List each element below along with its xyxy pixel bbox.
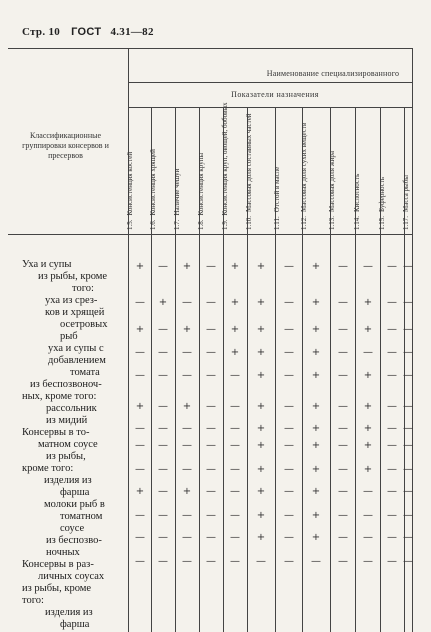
- dash-mark: —: [182, 440, 192, 451]
- dash-mark: —: [284, 464, 294, 475]
- dash-mark: —: [403, 347, 413, 358]
- row-label: из беспозво-: [46, 535, 102, 546]
- dash-mark: —: [387, 486, 397, 497]
- dash-mark: —: [158, 464, 168, 475]
- row-label: томата: [70, 367, 100, 378]
- dash-mark: —: [135, 510, 145, 521]
- row-label: изделия из: [45, 607, 93, 618]
- dash-mark: —: [230, 464, 240, 475]
- plus-mark: +: [311, 370, 321, 381]
- plus-mark: +: [230, 324, 240, 335]
- column-number: 1.6.: [149, 219, 157, 230]
- row-label: изделия из: [44, 475, 92, 486]
- plus-mark: +: [256, 532, 266, 543]
- column-number: 1.10.: [245, 216, 253, 230]
- row-label: осетровых: [60, 319, 108, 330]
- plus-mark: +: [311, 532, 321, 543]
- row-label: Уха и супы: [22, 259, 72, 270]
- plus-mark: +: [256, 423, 266, 434]
- plus-mark: +: [256, 401, 266, 412]
- dash-mark: —: [403, 423, 413, 434]
- row-label: ных, кроме того:: [22, 391, 97, 402]
- dash-mark: —: [230, 510, 240, 521]
- dash-mark: —: [338, 556, 348, 567]
- dash-mark: —: [403, 510, 413, 521]
- plus-mark: +: [363, 423, 373, 434]
- plus-mark: +: [256, 440, 266, 451]
- dash-mark: —: [182, 297, 192, 308]
- dash-mark: —: [284, 297, 294, 308]
- dash-mark: —: [387, 261, 397, 272]
- dash-mark: —: [338, 347, 348, 358]
- dash-mark: —: [256, 556, 266, 567]
- row-label: Консервы в то-: [22, 427, 90, 438]
- row-label: уха и супы с: [48, 343, 104, 354]
- row-label-divider: [128, 48, 129, 632]
- dash-mark: —: [387, 347, 397, 358]
- plus-mark: +: [256, 297, 266, 308]
- column-divider: [412, 48, 413, 632]
- dash-mark: —: [158, 440, 168, 451]
- dash-mark: —: [135, 297, 145, 308]
- dash-mark: —: [338, 440, 348, 451]
- column-label: Консистенция хрящей: [149, 149, 157, 216]
- column-number: 1.5.: [126, 219, 134, 230]
- dash-mark: —: [230, 401, 240, 412]
- plus-mark: +: [135, 486, 145, 497]
- plus-mark: +: [182, 401, 192, 412]
- page-header: [22, 26, 409, 38]
- dash-mark: —: [284, 423, 294, 434]
- plus-mark: +: [363, 440, 373, 451]
- dash-mark: —: [206, 324, 216, 335]
- row-label: из беспозвоноч-: [30, 379, 102, 390]
- dash-mark: —: [182, 347, 192, 358]
- row-label: Консервы в раз-: [22, 559, 94, 570]
- plus-mark: +: [230, 347, 240, 358]
- dash-mark: —: [363, 486, 373, 497]
- plus-mark: +: [182, 486, 192, 497]
- dash-mark: —: [363, 532, 373, 543]
- row-label: из рыбы,: [46, 451, 86, 462]
- dash-mark: —: [338, 510, 348, 521]
- dash-mark: —: [284, 324, 294, 335]
- dash-mark: —: [158, 401, 168, 412]
- row-label: ночных: [46, 547, 80, 558]
- dash-mark: —: [387, 510, 397, 521]
- dash-mark: —: [206, 556, 216, 567]
- plus-mark: +: [311, 347, 321, 358]
- dash-mark: —: [338, 261, 348, 272]
- dash-mark: —: [206, 297, 216, 308]
- column-label: Массовая доля жира: [328, 151, 336, 212]
- plus-mark: +: [230, 297, 240, 308]
- dash-mark: —: [135, 440, 145, 451]
- dash-mark: —: [284, 440, 294, 451]
- dash-mark: —: [182, 370, 192, 381]
- column-label: Консистенция костей: [126, 151, 134, 216]
- plus-mark: +: [182, 324, 192, 335]
- dash-mark: —: [403, 370, 413, 381]
- dash-mark: —: [206, 532, 216, 543]
- plus-mark: +: [256, 370, 266, 381]
- dash-mark: —: [158, 261, 168, 272]
- plus-mark: +: [135, 261, 145, 272]
- dash-mark: —: [206, 486, 216, 497]
- row-label: того:: [72, 283, 94, 294]
- dash-mark: —: [387, 423, 397, 434]
- row-label: молоки рыб в: [44, 499, 105, 510]
- column-label: Массовая доля сухих веществ: [300, 122, 308, 212]
- dash-mark: —: [182, 423, 192, 434]
- dash-mark: —: [284, 510, 294, 521]
- dash-mark: —: [206, 510, 216, 521]
- dash-mark: —: [230, 556, 240, 567]
- dash-mark: —: [403, 324, 413, 335]
- dash-mark: —: [182, 556, 192, 567]
- column-label: Консистенция крупы: [197, 152, 205, 216]
- plus-mark: +: [311, 324, 321, 335]
- column-label: Отстой в масле: [273, 166, 281, 213]
- column-label: Масса рыбы: [402, 175, 410, 212]
- dash-mark: —: [206, 370, 216, 381]
- column-label: Кислотность: [353, 173, 361, 212]
- dash-mark: —: [230, 370, 240, 381]
- plus-mark: +: [311, 297, 321, 308]
- dash-mark: —: [338, 324, 348, 335]
- column-number: 1.7.: [173, 219, 181, 230]
- plus-mark: +: [311, 440, 321, 451]
- dash-mark: —: [206, 423, 216, 434]
- dash-mark: —: [338, 423, 348, 434]
- dash-mark: —: [387, 532, 397, 543]
- dash-mark: —: [387, 464, 397, 475]
- dash-mark: —: [338, 401, 348, 412]
- dash-mark: —: [363, 347, 373, 358]
- dash-mark: —: [338, 297, 348, 308]
- row-label: добавлением: [48, 355, 106, 366]
- dash-mark: —: [158, 556, 168, 567]
- caption-rule: [128, 82, 412, 83]
- dash-mark: —: [135, 370, 145, 381]
- dash-mark: —: [284, 401, 294, 412]
- dash-mark: —: [403, 464, 413, 475]
- row-label: соусе: [60, 523, 85, 534]
- standard-number: 4.31—82: [110, 26, 154, 38]
- dash-mark: —: [387, 370, 397, 381]
- plus-mark: +: [311, 261, 321, 272]
- standard-name: ГОСТ: [71, 26, 102, 38]
- dash-mark: —: [182, 510, 192, 521]
- row-label: фарша: [60, 619, 90, 630]
- column-label: Консистенция круп, овощей, бобовых: [221, 102, 229, 216]
- plus-mark: +: [363, 401, 373, 412]
- dash-mark: —: [284, 370, 294, 381]
- plus-mark: +: [311, 423, 321, 434]
- dash-mark: —: [284, 486, 294, 497]
- dash-mark: —: [403, 297, 413, 308]
- dash-mark: —: [338, 464, 348, 475]
- dash-mark: —: [284, 556, 294, 567]
- dash-mark: —: [206, 261, 216, 272]
- row-label: фарша: [60, 487, 90, 498]
- dash-mark: —: [158, 532, 168, 543]
- row-label: из рыбы, кроме: [22, 583, 92, 594]
- dash-mark: —: [387, 297, 397, 308]
- dash-mark: —: [387, 440, 397, 451]
- column-number: 1.17.: [402, 216, 410, 230]
- dash-mark: —: [338, 370, 348, 381]
- row-label: рассольник: [46, 403, 97, 414]
- dash-mark: —: [403, 532, 413, 543]
- plus-mark: +: [311, 510, 321, 521]
- column-number: 1.9.: [221, 219, 229, 230]
- dash-mark: —: [403, 440, 413, 451]
- dash-mark: —: [206, 464, 216, 475]
- dash-mark: —: [284, 532, 294, 543]
- dash-mark: —: [206, 347, 216, 358]
- dash-mark: —: [311, 556, 321, 567]
- dash-mark: —: [363, 510, 373, 521]
- plus-mark: +: [311, 486, 321, 497]
- dash-mark: —: [158, 347, 168, 358]
- plus-mark: +: [256, 261, 266, 272]
- dash-mark: —: [403, 556, 413, 567]
- column-label: Наличие чешуи: [173, 168, 181, 216]
- column-number: 1.13.: [328, 216, 336, 230]
- plus-mark: +: [363, 464, 373, 475]
- dash-mark: —: [182, 532, 192, 543]
- row-label: рыб: [60, 331, 78, 342]
- row-label: кроме того:: [22, 463, 74, 474]
- dash-mark: —: [403, 261, 413, 272]
- plus-mark: +: [230, 261, 240, 272]
- dash-mark: —: [230, 423, 240, 434]
- column-number: 1.8.: [197, 219, 205, 230]
- row-label: томатном: [60, 511, 103, 522]
- subcaption-rule: [128, 107, 412, 108]
- dash-mark: —: [403, 486, 413, 497]
- dash-mark: —: [135, 347, 145, 358]
- dash-mark: —: [284, 347, 294, 358]
- header-top-rule: [8, 48, 412, 49]
- dash-mark: —: [387, 556, 397, 567]
- column-label: Буферность: [378, 176, 386, 212]
- plus-mark: +: [256, 486, 266, 497]
- row-label: того:: [22, 595, 44, 606]
- dash-mark: —: [158, 510, 168, 521]
- dash-mark: —: [182, 464, 192, 475]
- plus-mark: +: [256, 510, 266, 521]
- table-caption-main: Наименование специализированного: [266, 69, 400, 78]
- dash-mark: —: [158, 324, 168, 335]
- dash-mark: —: [158, 486, 168, 497]
- dash-mark: —: [403, 401, 413, 412]
- plus-mark: +: [182, 261, 192, 272]
- dash-mark: —: [230, 440, 240, 451]
- dash-mark: —: [230, 486, 240, 497]
- dash-mark: —: [387, 324, 397, 335]
- table-caption-sub: Показатели назначения: [231, 90, 319, 99]
- header-bottom-rule: [8, 234, 412, 235]
- column-number: 1.14.: [353, 216, 361, 230]
- dash-mark: —: [135, 532, 145, 543]
- column-number: 1.15.: [378, 216, 386, 230]
- dash-mark: —: [206, 401, 216, 412]
- plus-mark: +: [363, 370, 373, 381]
- row-label: уха из срез-: [45, 295, 98, 306]
- plus-mark: +: [363, 324, 373, 335]
- plus-mark: +: [311, 401, 321, 412]
- plus-mark: +: [135, 324, 145, 335]
- dash-mark: —: [363, 556, 373, 567]
- dash-mark: —: [284, 261, 294, 272]
- row-label: личных соусах: [38, 571, 105, 582]
- plus-mark: +: [311, 464, 321, 475]
- row-label: из мидий: [46, 415, 88, 426]
- dash-mark: —: [387, 401, 397, 412]
- row-label: ков и хрящей: [45, 307, 105, 318]
- column-number: 1.11.: [273, 216, 281, 230]
- column-number: 1.12.: [300, 216, 308, 230]
- plus-mark: +: [256, 347, 266, 358]
- plus-mark: +: [256, 324, 266, 335]
- plus-mark: +: [363, 297, 373, 308]
- dash-mark: —: [135, 464, 145, 475]
- dash-mark: —: [135, 423, 145, 434]
- plus-mark: +: [135, 401, 145, 412]
- row-group-heading: Классификационные группировки консервов и пресервов: [22, 131, 109, 160]
- dash-mark: —: [158, 370, 168, 381]
- dash-mark: —: [135, 556, 145, 567]
- row-label: матном соусе: [38, 439, 98, 450]
- plus-mark: +: [158, 297, 168, 308]
- dash-mark: —: [158, 423, 168, 434]
- column-label: Массовая доля составных частей: [245, 113, 253, 212]
- dash-mark: —: [230, 532, 240, 543]
- dash-mark: —: [363, 261, 373, 272]
- plus-mark: +: [256, 464, 266, 475]
- row-label: из рыбы, кроме: [38, 271, 108, 282]
- dash-mark: —: [206, 440, 216, 451]
- dash-mark: —: [338, 486, 348, 497]
- dash-mark: —: [338, 532, 348, 543]
- page-number: Стр. 10: [22, 26, 61, 38]
